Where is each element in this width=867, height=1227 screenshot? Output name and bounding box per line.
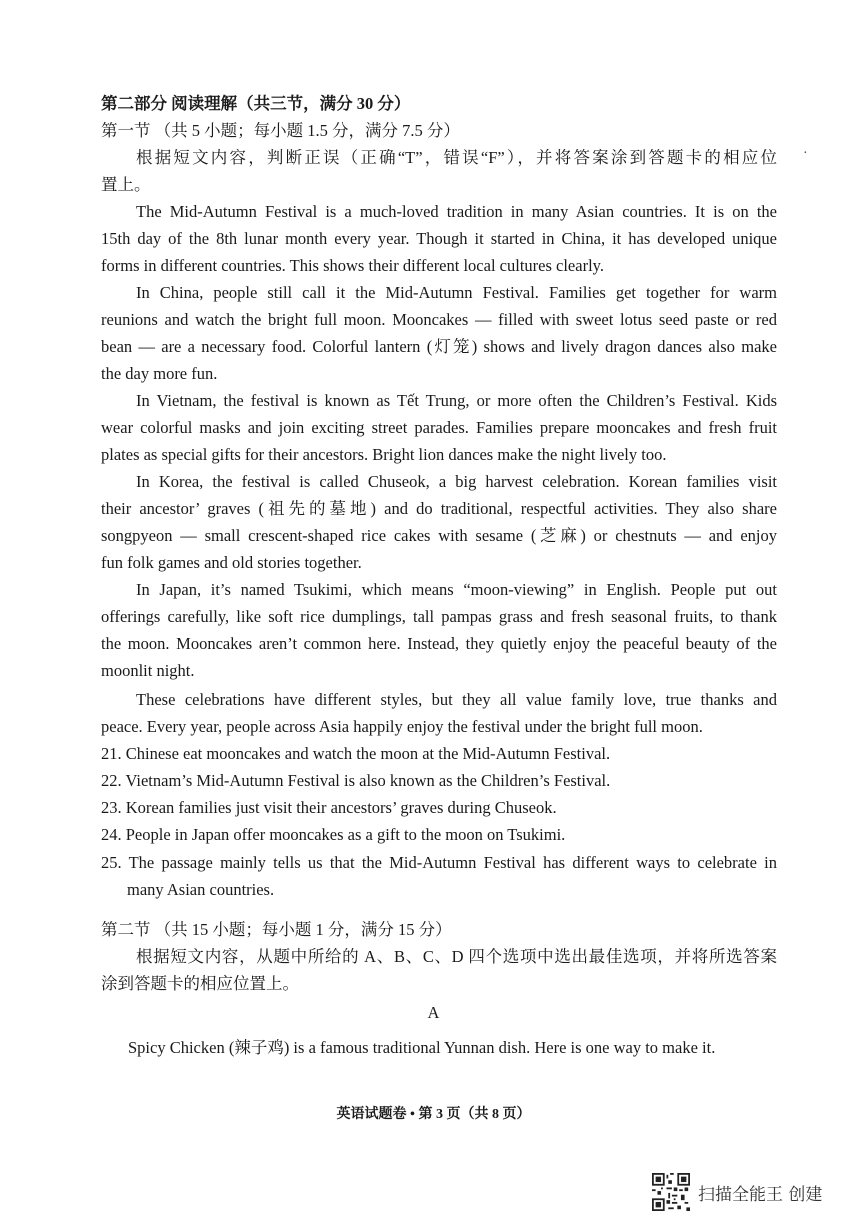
passage-line: These celebrations have different styles, but they all value family love, true thanks and — [136, 690, 777, 709]
section2-instruction: 根据短文内容，从题中所给的 A、B、C、D 四个选项中选出最佳选项，并将所选答案 — [136, 947, 777, 966]
passage-line: peace. Every year, people across Asia happily enjoy the festival under the bright full moon. — [101, 717, 703, 736]
part-heading: 第二部分 阅读理解（共三节，满分 30 分） — [101, 94, 411, 113]
question-item-continued: many Asian countries. — [127, 880, 275, 899]
passage-line: In China, people still call it the Mid-Autumn Festival. Families get together for warm — [136, 283, 777, 302]
passage-line: offerings carefully, like soft rice dumplings, tall pampas grass and fresh seasonal fruits, to thank — [101, 607, 777, 626]
question-item: 23. Korean families just visit their ancestors’ graves during Chuseok. — [101, 798, 557, 817]
passage-intro: Spicy Chicken (辣子鸡) is a famous traditional Yunnan dish. Here is one way to make it. — [128, 1038, 716, 1057]
passage-line: reunions and watch the bright full moon. Mooncakes — filled with sweet lotus seed paste or red — [101, 310, 777, 329]
passage-line: bean — are a necessary food. Colorful lantern (灯笼) shows and lively dragon dances also make — [101, 337, 777, 356]
question-item: 22. Vietnam’s Mid-Autumn Festival is also known as the Children’s Festival. — [101, 771, 611, 790]
section1-instruction: 根据短文内容，判断正误（正确“T”，错误“F”），并将答案涂到答题卡的相应位 — [136, 148, 777, 167]
passage-line: plates as special gifts for their ancestors. Bright lion dances make the night lively too. — [101, 445, 667, 464]
passage-line: The Mid-Autumn Festival is a much-loved tradition in many Asian countries. It is on the — [136, 202, 777, 221]
passage-line: moonlit night. — [101, 661, 195, 680]
question-item: 24. People in Japan offer mooncakes as a gift to the moon on Tsukimi. — [101, 825, 566, 844]
passage-line: forms in different countries. This shows their different local cultures clearly. — [101, 256, 604, 275]
question-item: 21. Chinese eat mooncakes and watch the moon at the Mid-Autumn Festival. — [101, 744, 611, 763]
section2-instruction: 涂到答题卡的相应位置上。 — [101, 974, 299, 993]
passage-line: In Korea, the festival is called Chuseok, a big harvest celebration. Korean families visit — [136, 472, 777, 491]
qr-code-icon — [652, 1173, 690, 1211]
passage-label: A — [427, 1003, 440, 1022]
section1-instruction: 置上。 — [101, 175, 151, 194]
scan-dot: · — [803, 146, 808, 161]
passage-line: the day more fun. — [101, 364, 218, 383]
passage-line: their ancestor’ graves (祖先的墓地) and do traditional, respectful activities. They also share — [101, 499, 777, 518]
passage-line: the moon. Mooncakes aren’t common here. Instead, they quietly enjoy the peaceful beauty of the — [101, 634, 777, 653]
section2-heading: 第二节 （共 15 小题；每小题 1 分，满分 15 分） — [101, 920, 452, 939]
passage-line: wear colorful masks and join exciting street parades. Families prepare mooncakes and fresh fruit — [101, 418, 777, 437]
question-item: 25. The passage mainly tells us that the Mid-Autumn Festival has different ways to celebrate in — [101, 853, 777, 872]
passage-line: In Japan, it’s named Tsukimi, which means “moon-viewing” in English. People put out — [136, 580, 777, 599]
watermark-text: 扫描全能王 创建 — [698, 1184, 823, 1205]
page-footer: 英语试题卷 • 第 3 页（共 8 页） — [336, 1107, 531, 1122]
passage-line: 15th day of the 8th lunar month every year. Though it started in China, it has developed unique — [101, 229, 777, 248]
section1-heading: 第一节 （共 5 小题；每小题 1.5 分，满分 7.5 分） — [101, 121, 460, 140]
scanner-watermark — [652, 1172, 822, 1212]
passage-line: songpyeon — small crescent-shaped rice cakes with sesame (芝麻) or chestnuts — and enjoy — [101, 526, 777, 545]
passage-line: In Vietnam, the festival is known as Tết Trung, or more often the Children’s Festival. Kids — [136, 391, 777, 410]
passage-line: fun folk games and old stories together. — [101, 553, 362, 572]
